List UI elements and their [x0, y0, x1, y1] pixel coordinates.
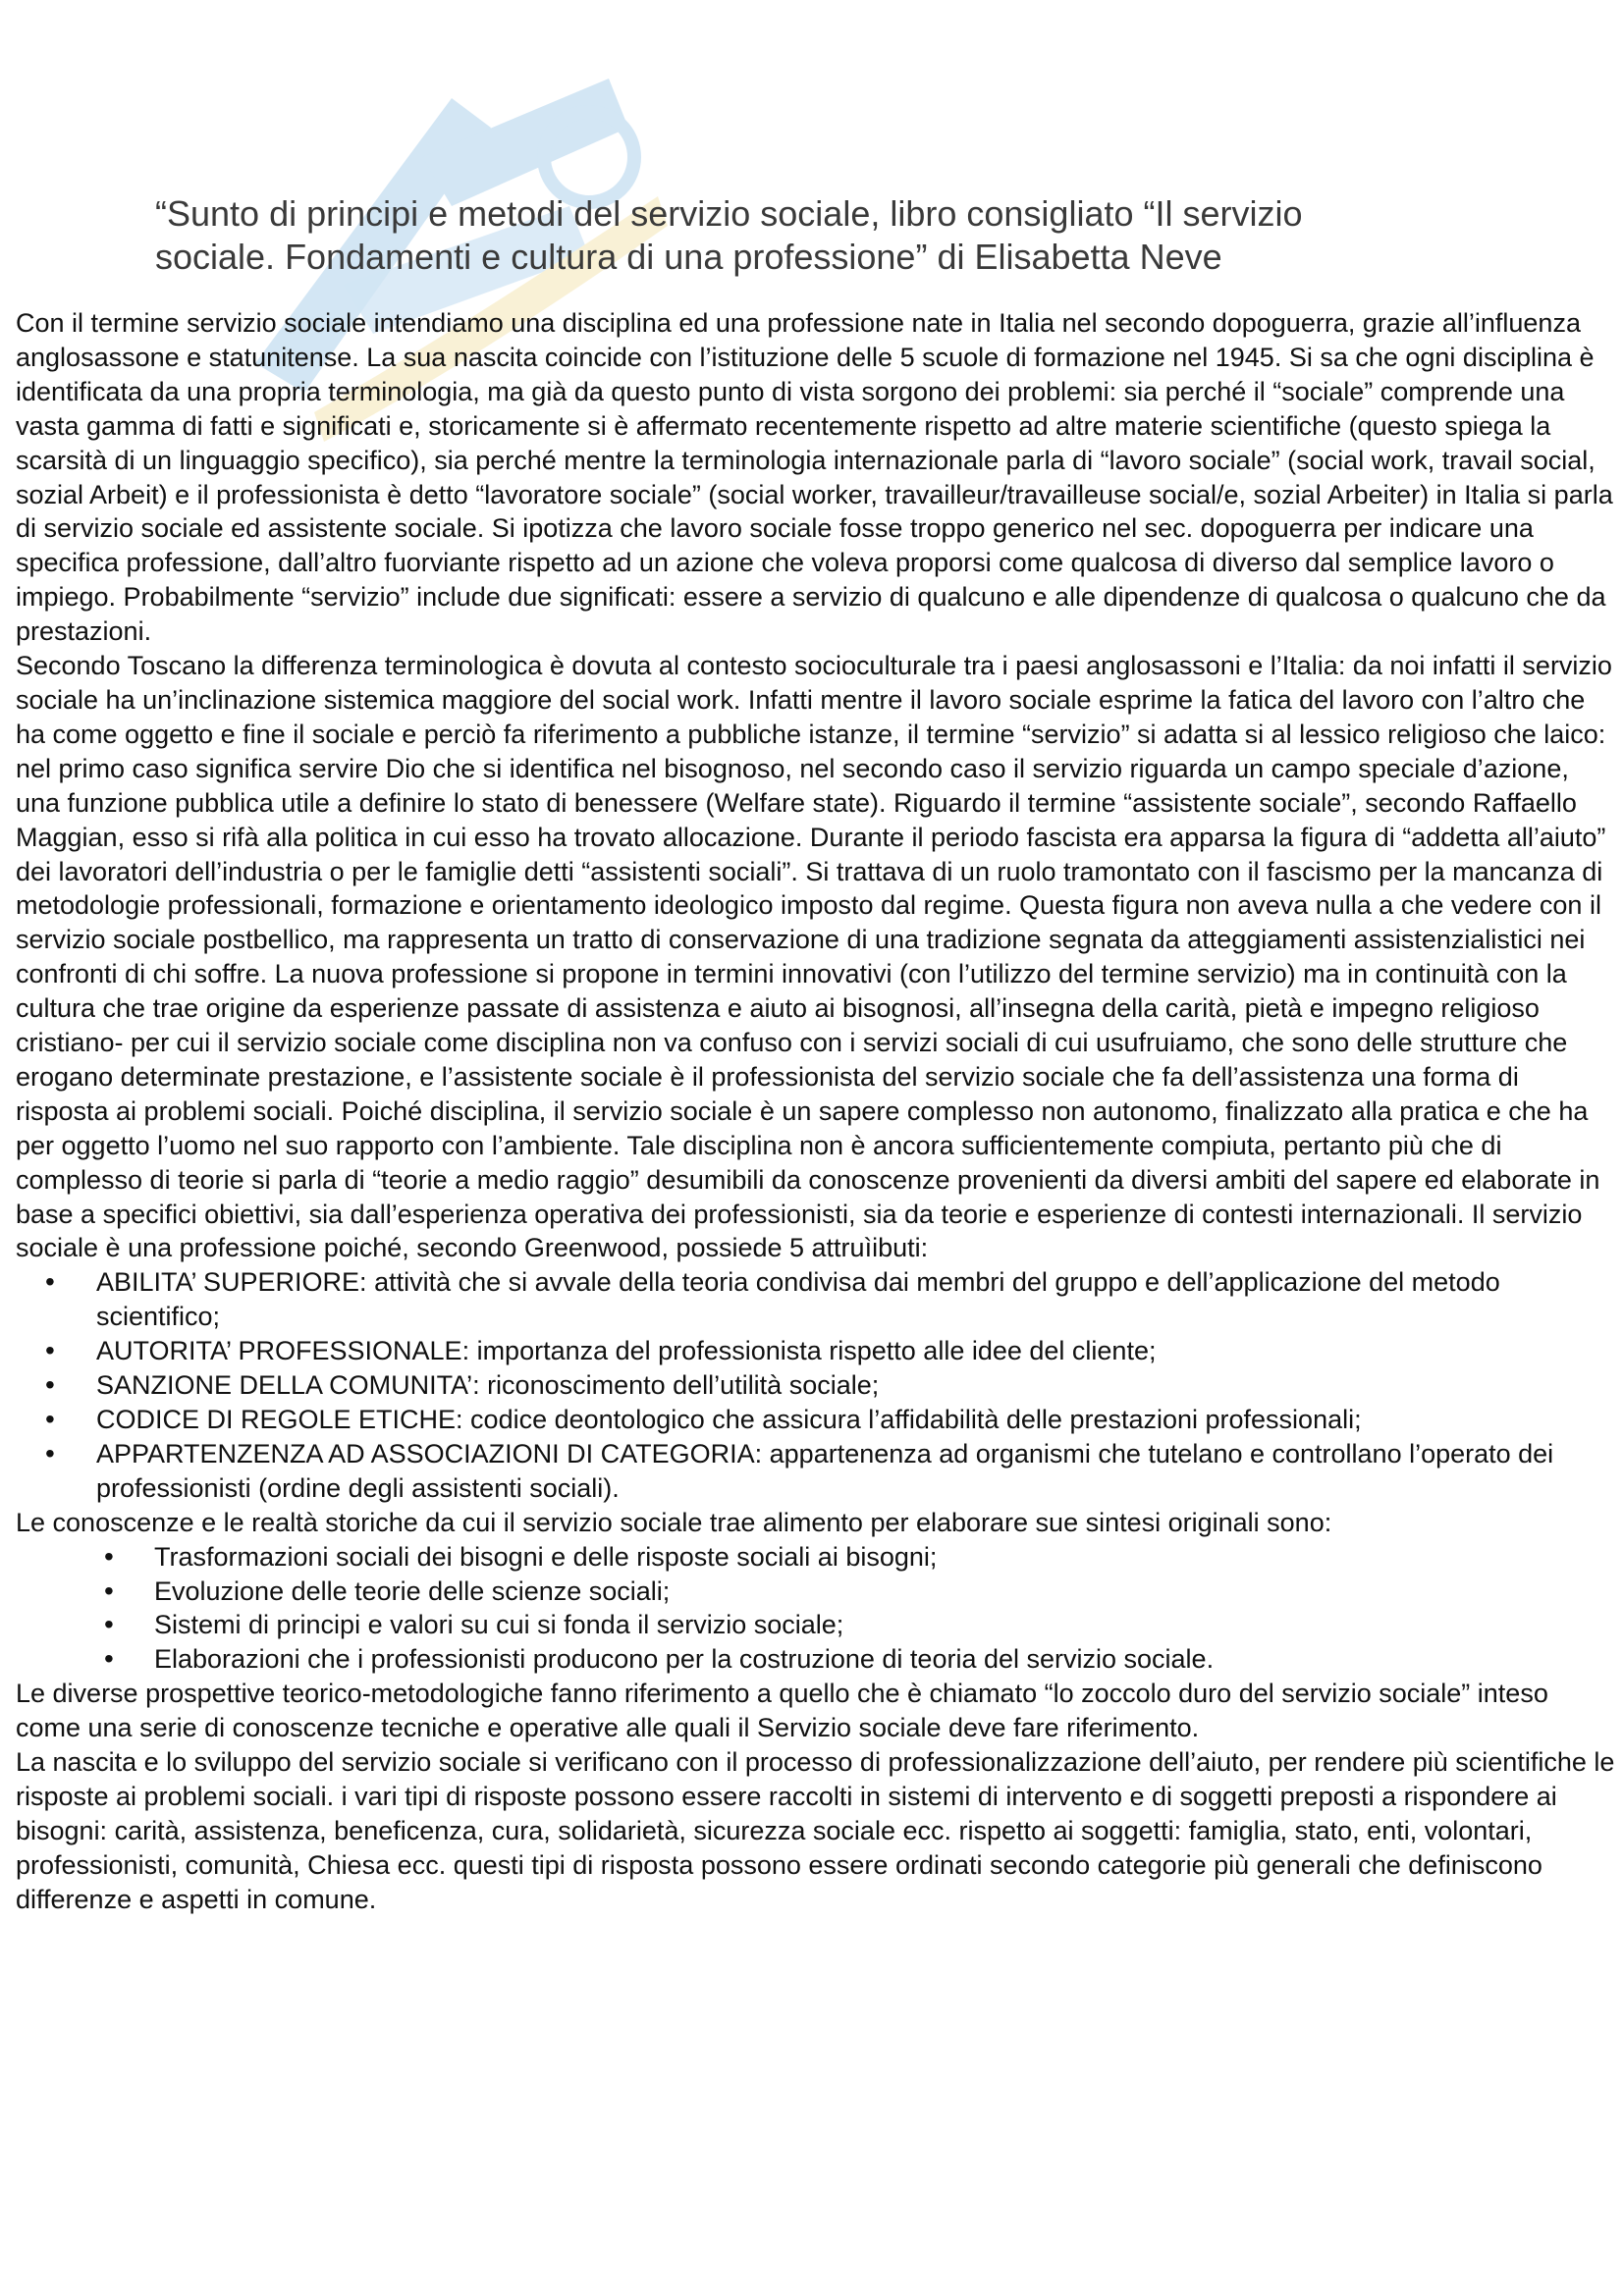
- bullet-icon: [16, 1368, 96, 1403]
- bullet-icon: [16, 1437, 96, 1471]
- list-item: • Sistemi di principi e valori su cui si fonda il servizio sociale;: [16, 1608, 1616, 1642]
- document-title: [155, 192, 1461, 279]
- paragraph: Secondo Toscano la differenza terminologica è dovuta al contesto socioculturale tra i paesi anglosassoni e l’Italia: da noi infatti il servizio sociale ha un’inclinazione sistemica maggiore del social work. Infatti mentre il lavoro sociale esprime la fatica del lavoro con l’altro che ha come oggetto e fine il sociale e perciò fa riferimento a pubbliche istanze, il termine “servizio” si adatta si al lessico religioso che laico: nel primo caso significa servire Dio che si identifica nel bisognoso, nel secondo caso il servizio riguarda un campo speciale d’azione, una funzione pubblica utile a definire lo stato di benessere (Welfare state). Riguardo il termine “assistente sociale”, secondo Raffaello Maggian, esso si rifà alla politica in cui esso ha trovato allocazione. Durante il periodo fascista era apparsa la figura di “addetta all’aiuto” dei lavoratori dell’industria o per le famiglie detti “assistenti sociali”. Si trattava di un ruolo tramontato con il fascismo per la mancanza di metodologie professionali, formazione e orientamento ideologico imposto dal regime. Questa figura non aveva nulla a che vedere con il servizio sociale postbellico, ma rappresenta un tratto di conservazione di una tradizione segnata da atteggiamenti assistenzialistici nei confronti di chi soffre. La nuova professione si propone in termini innovativi (con l’utilizzo del termine servizio) ma in continuità con la cultura che trae origine da esperienze passate di assistenza e aiuto ai bisognosi, all’insegna della carità, pietà e impegno religioso cristiano- per cui il servizio sociale come disciplina non va confuso con i servizi sociali di cui usufruiamo, che sono delle strutture che erogano determinate prestazione, e l’assistente sociale è il professionista del servizio sociale che fa dell’assistenza una forma di risposta ai problemi sociali. Poiché disciplina, il servizio sociale è un sapere complesso non autonomo, finalizzato alla pratica e che ha per oggetto l’uomo nel suo rapporto con l’ambiente. Tale disciplina non è ancora sufficientemente compiuta, pertanto più che di complesso di teorie si parla di “teorie a medio raggio” desumibili da conoscenze provenienti da diversi ambiti del sapere ed elaborate in base a specifici obiettivi, sia dall’esperienza operativa dei professionisti, sia da teorie e esperienze di contesti internazionali. Il servizio sociale è una professione poiché, secondo Greenwood, possiede 5 attruìibuti:: [16, 651, 1612, 1263]
- bullet-icon: [16, 1403, 96, 1437]
- list-item: •CODICE DI REGOLE ETICHE: codice deontologico che assicura l’affidabilità delle prestazioni professionali;: [16, 1403, 1616, 1437]
- list-item: • Elaborazioni che i professionisti producono per la costruzione di teoria del servizio sociale.: [16, 1642, 1616, 1677]
- title-line-2: sociale. Fondamenti e cultura di una professione” di Elisabetta Neve: [155, 237, 1222, 277]
- list-item: • Evoluzione delle teorie delle scienze sociali;: [16, 1575, 1616, 1609]
- title-line-1: “Sunto di principi e metodi del servizio sociale, libro consigliato “Il servizio: [155, 193, 1303, 234]
- bullet-icon: [16, 1265, 96, 1300]
- list-item: •AUTORITA’ PROFESSIONALE: importanza del professionista rispetto alle idee del cliente;: [16, 1334, 1616, 1368]
- list-item: • Trasformazioni sociali dei bisogni e delle risposte sociali ai bisogni;: [16, 1540, 1616, 1575]
- paragraph: Le conoscenze e le realtà storiche da cui il servizio sociale trae alimento per elaborare sue sintesi originali sono:: [16, 1507, 1332, 1537]
- document-body: [16, 306, 1616, 1917]
- paragraph: Con il termine servizio sociale intendiamo una disciplina ed una professione nate in Italia nel secondo dopoguerra, grazie all’influenza anglosassone e statunitense. La sua nascita coincide con l’istituzione delle 5 scuole di formazione nel 1945. Si sa che ogni disciplina è identificata da una propria terminologia, ma già da questo punto di vista sorgono dei problemi: sia perché il “sociale” comprende una vasta gamma di fatti e significati e, storicamente si è affermato recentemente rispetto ad altre materie scientifiche (questo spiega la scarsità di un linguaggio specifico), sia perché mentre la terminologia internazionale parla di “lavoro sociale” (social work, travail social, sozial Arbeit) e il professionista è detto “lavoratore sociale” (social worker, travailleur/travailleuse social/e, sozial Arbeiter) in Italia si parla di servizio sociale ed assistente sociale. Si ipotizza che lavoro sociale fosse troppo generico nel sec. dopoguerra per indicare una specifica professione, dall’altro fuorviante rispetto ad un azione che voleva proporsi come qualcosa di diverso dal semplice lavoro o impiego. Probabilmente “servizio” include due significati: essere a servizio di qualcuno e alle dipendenze di qualcosa o qualcuno che da prestazioni.: [16, 308, 1613, 647]
- list-item: •APPARTENZENZA AD ASSOCIAZIONI DI CATEGORIA: appartenenza ad organismi che tutelano e controllano l’operato dei professionisti (ordine degli assistenti sociali).: [16, 1437, 1616, 1506]
- sources-list: [16, 1540, 1616, 1678]
- list-item: •ABILITA’ SUPERIORE: attività che si avvale della teoria condivisa dai membri del gruppo e dell’applicazione del metodo scientifico;: [16, 1265, 1616, 1334]
- attributes-list: [16, 1265, 1616, 1505]
- bullet-icon: [16, 1334, 96, 1368]
- paragraph: La nascita e lo sviluppo del servizio sociale si verificano con il processo di professionalizzazione dell’aiuto, per rendere più scientifiche le risposte ai problemi sociali. i vari tipi di risposte possono essere raccolti in sistemi di intervento e di soggetti preposti a rispondere ai bisogni: carità, assistenza, beneficenza, cura, solidarietà, sicurezza sociale ecc. rispetto ai soggetti: famiglia, stato, enti, volontari, professionisti, comunità, Chiesa ecc. questi tipi di risposta possono essere ordinati secondo categorie più generali che definiscono differenze e aspetti in comune.: [16, 1747, 1615, 1914]
- list-item: •SANZIONE DELLA COMUNITA’: riconoscimento dell’utilità sociale;: [16, 1368, 1616, 1403]
- paragraph: Le diverse prospettive teorico-metodologiche fanno riferimento a quello che è chiamato “lo zoccolo duro del servizio sociale” inteso come una serie di conoscenze tecniche e operative alle quali il Servizio sociale deve fare riferimento.: [16, 1679, 1548, 1743]
